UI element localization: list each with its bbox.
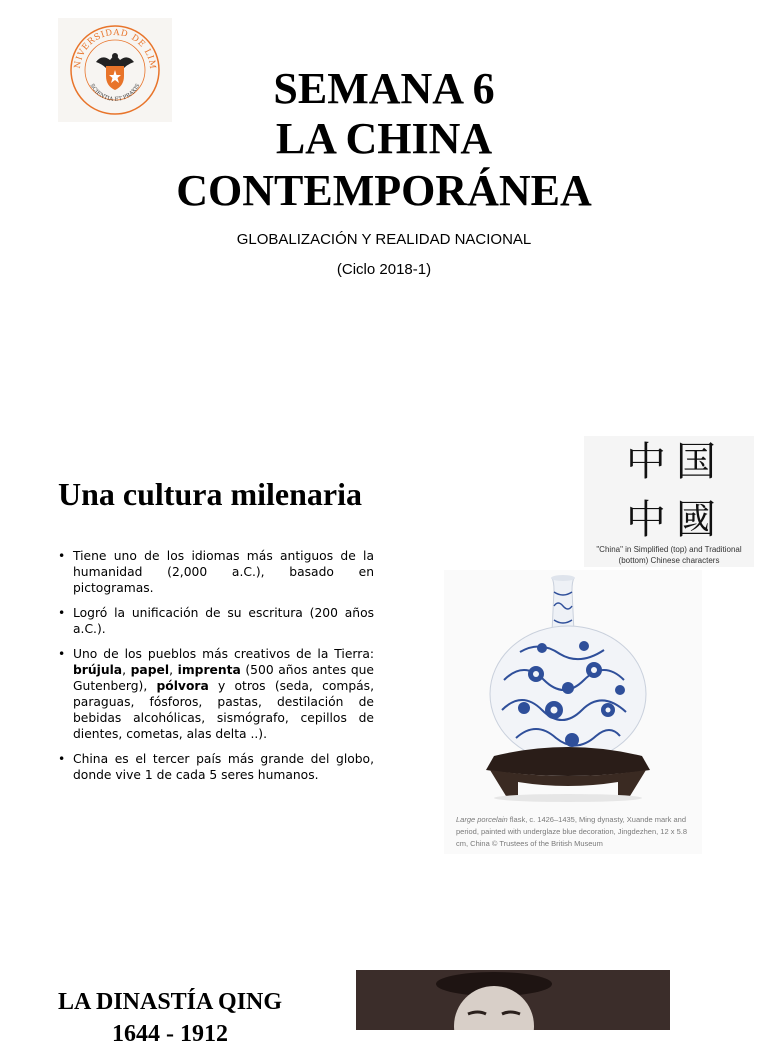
cycle-label: (Ciclo 2018-1) [336,261,432,278]
separator: , [122,663,131,677]
portrait-photo [356,970,670,1030]
heading-line-1: LA DINASTÍA QING [57,989,283,1015]
porcelain-flask-image [444,570,702,854]
heading-line-2: 1644 - 1912 [112,1021,228,1047]
slide-heading [40,986,300,1050]
bullet-text-post: y otros (seda, compás, paraguas, fósforos, pastas, destilación de bebidas alcohólicas, sismógrafo, cepillos de dientes, cometas, alas delta ..). [73,679,374,741]
list-item [58,605,374,637]
vase-caption-text: flask, c. 1426–1435, Ming dynasty, Xuande mark and period, painted with underglaze blue decoration, Jingdezhen, 12 x 5.8 cm, China © Trustees of the British Museum [456,815,687,848]
list-item [58,646,374,742]
vase-caption-italic: Large porcelain [456,815,508,824]
chinese-characters-image [584,436,754,567]
list-item [58,548,374,596]
slide-qing-dynasty [0,890,768,1047]
bullet-marker: • [58,752,66,766]
logo-text-bottom: SCIENTIA ET PRAXIS [88,82,142,103]
course-subtitle: GLOBALIZACIÓN Y REALIDAD NACIONAL [236,231,532,248]
vase-caption [456,814,696,850]
bullet-marker: • [58,647,66,661]
bullet-marker: • [58,549,66,563]
bullet-list [58,548,374,792]
vase-illustration [444,570,702,810]
logo-text-top: NIVERSIDAD DE LIM [72,27,158,71]
bullet-text-mid: (500 años antes que Gutenberg), [73,663,374,693]
title-line-3: CONTEMPORÁNEA [176,166,592,215]
characters-caption: "China" in Simplified (top) and Traditional (bottom) Chinese characters [596,545,742,565]
slide-title [0,0,768,400]
bullet-text: China es el tercer país más grande del globo, donde vive 1 de cada 5 seres humanos. [73,752,374,782]
simplified-characters: 中国 [626,439,726,485]
bullet-text-pre: Uno de los pueblos más creativos de la Tierra: [73,647,374,661]
bullet-text: Tiene uno de los idiomas más antiguos de la humanidad (2,000 a.C.), basado en pictogramas. [73,549,374,595]
keyword-printing: imprenta [177,663,241,677]
list-item [58,751,374,783]
title-line-2: LA CHINA [275,114,493,163]
separator: , [169,663,178,677]
slide-culture [0,410,768,880]
keyword-paper: papel [130,663,170,677]
bullet-text: Logró la unificación de su escritura (200 años a.C.). [73,606,374,636]
keyword-gunpowder: pólvora [156,679,209,693]
title-line-1: SEMANA 6 [273,64,495,113]
keyword-compass: brújula [73,663,123,677]
slide-heading: Una cultura milenaria [58,476,362,512]
bullet-marker: • [58,606,66,620]
traditional-characters: 中國 [626,497,726,543]
